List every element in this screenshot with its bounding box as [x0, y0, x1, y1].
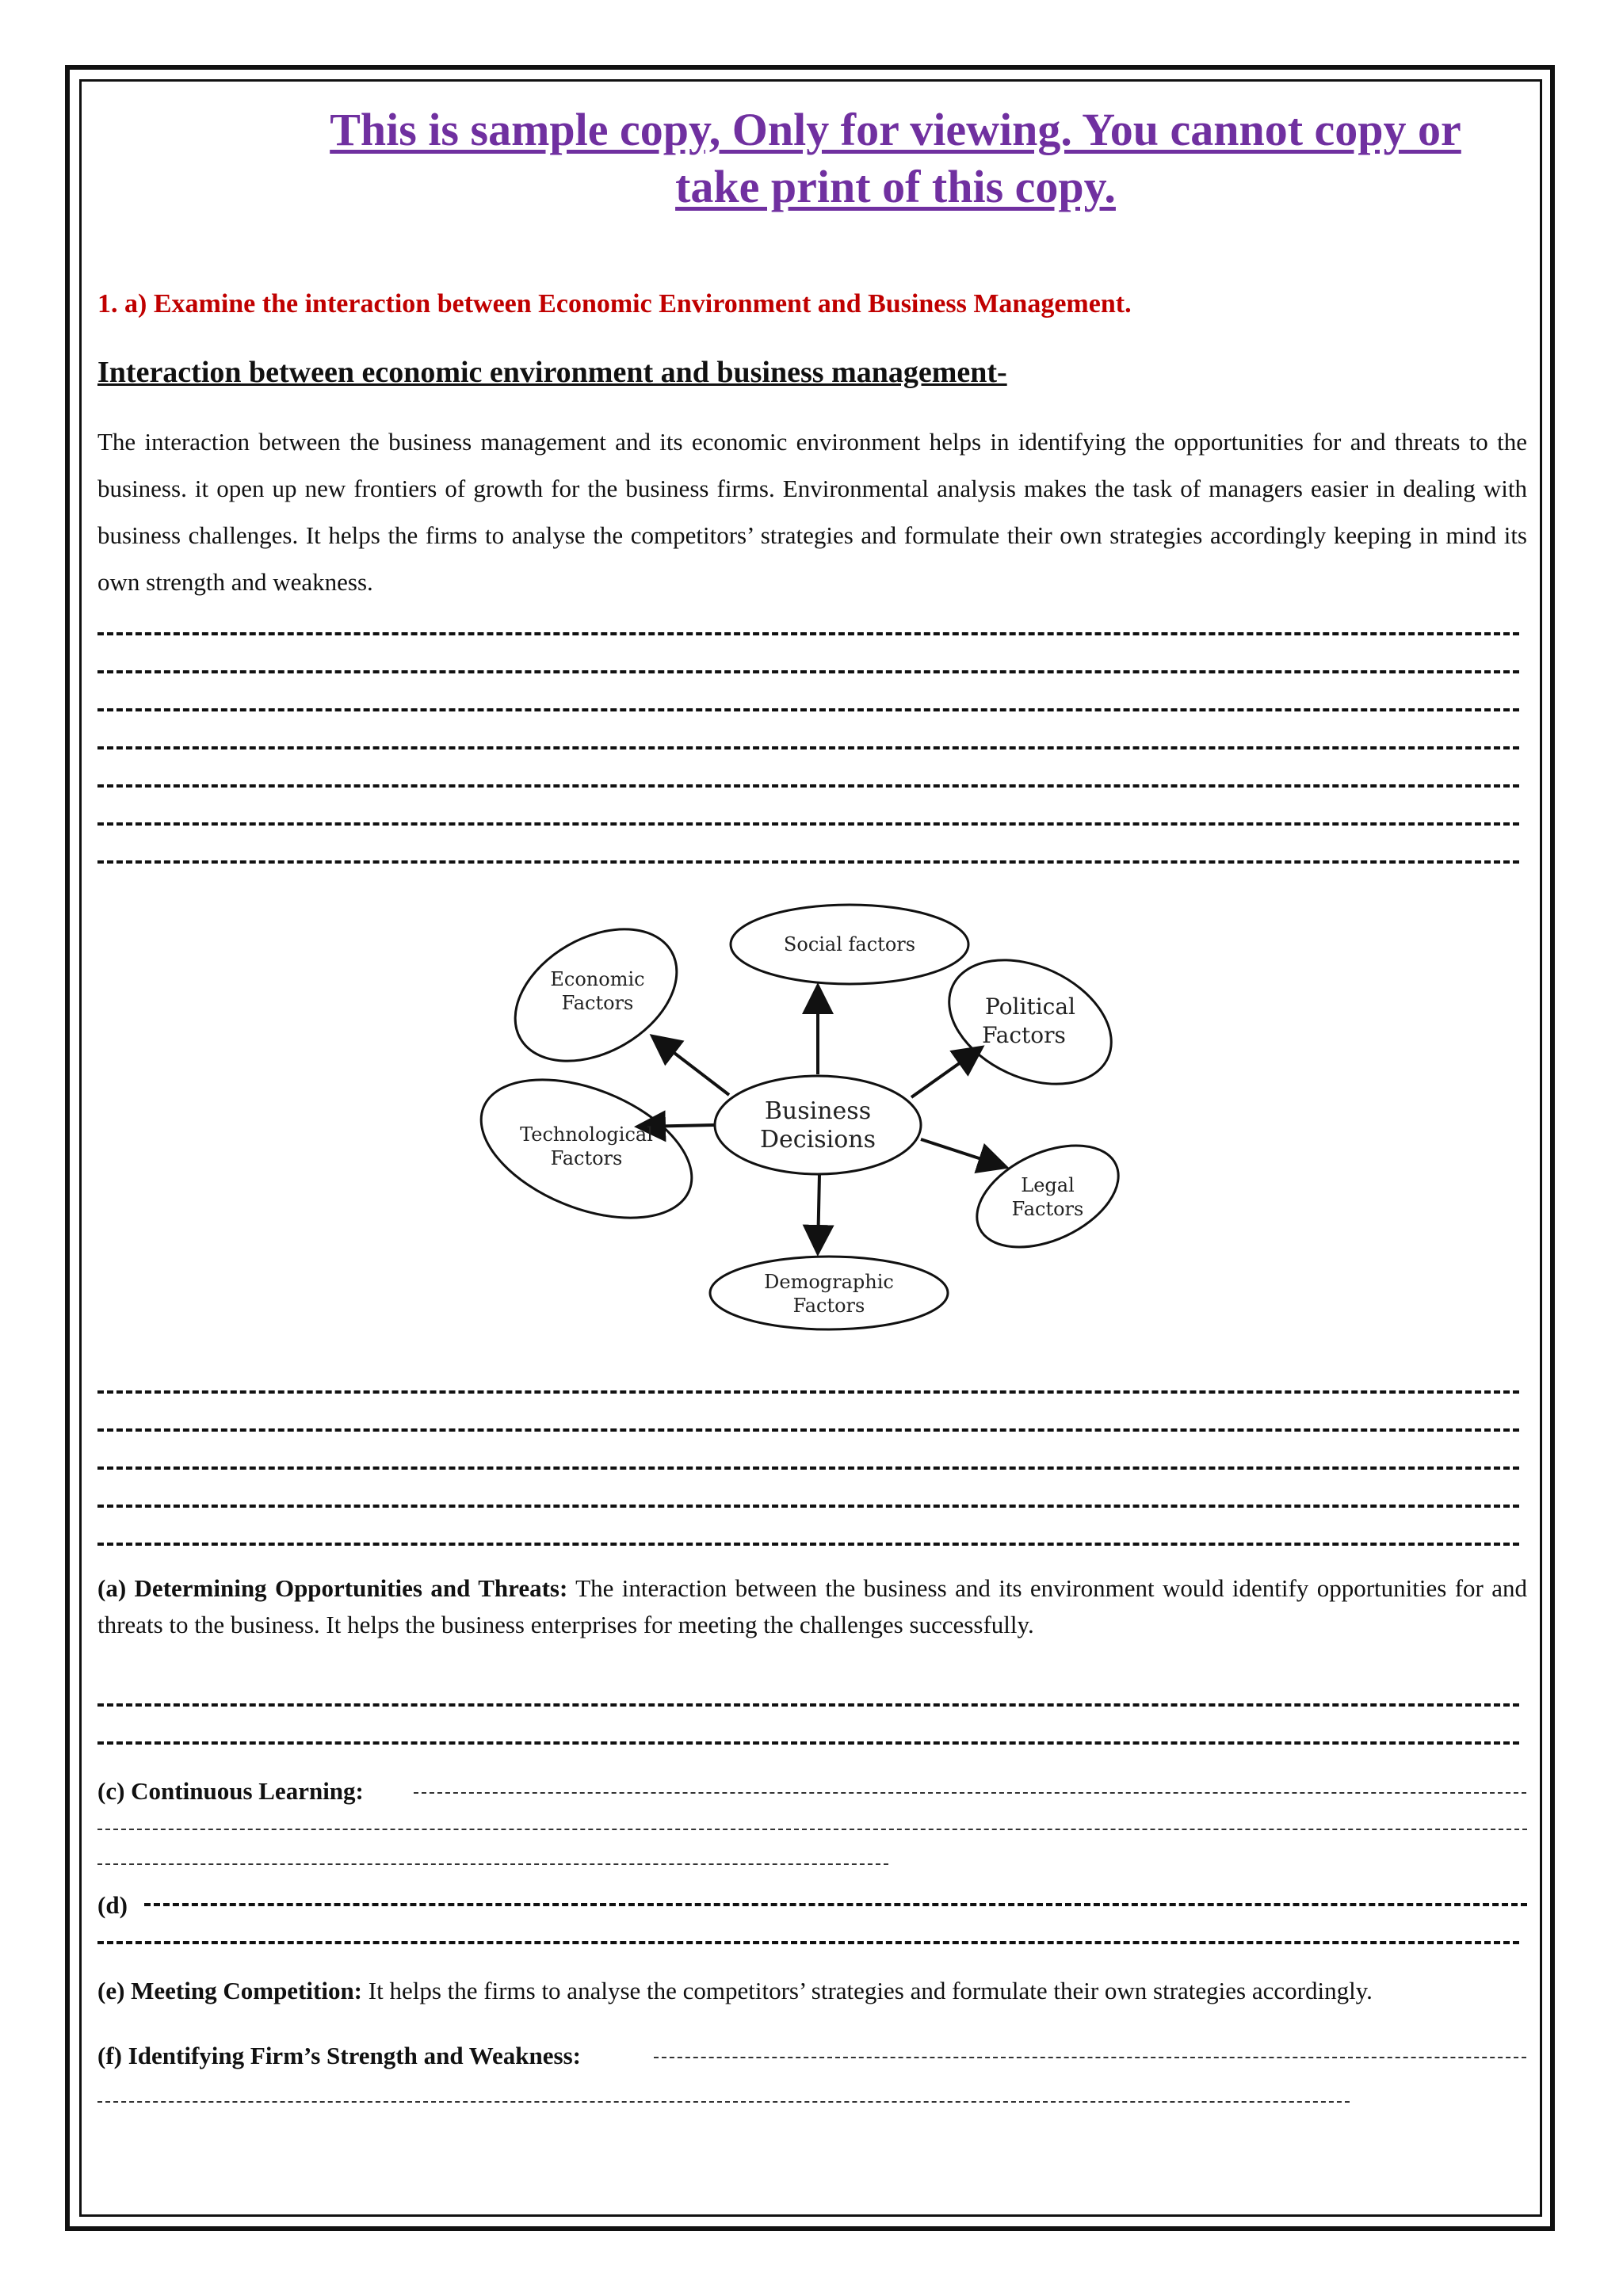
- item-a-label: (a) Determining Opportunities and Threats:: [97, 1574, 568, 1602]
- demographic-label-1: Demographic: [764, 1271, 894, 1293]
- answer-lines-block-3: [97, 1686, 1519, 1762]
- answer-line: [97, 1924, 1519, 1962]
- item-f-label: (f) Identifying Firm’s Strength and Weakness:: [97, 2042, 581, 2069]
- technological-label-1: Technological: [520, 1123, 653, 1146]
- economic-label-1: Economic: [550, 968, 645, 990]
- item-e: [97, 1973, 1527, 2009]
- item-c: [97, 1773, 1527, 1810]
- legal-label-1: Legal: [1021, 1174, 1075, 1196]
- technological-label-2: Factors: [550, 1147, 623, 1169]
- item-f-fill-line: [654, 2057, 1526, 2058]
- item-f: [97, 2038, 1527, 2074]
- answer-lines-block-1: [97, 615, 1519, 881]
- item-c-fill-line: [414, 1792, 1526, 1794]
- answer-line: [97, 1686, 1519, 1724]
- item-a-text: The interaction between the business and its environment would identify opportunities for and threats to the business. It helps the business enterprises for meeting the challenges successfully.: [97, 1574, 1528, 1638]
- arrow-to-political: [911, 1049, 980, 1097]
- answer-line: [97, 615, 1519, 653]
- answer-lines-block-5: [97, 1924, 1519, 1962]
- center-label-2: Decisions: [760, 1126, 876, 1154]
- social-label: Social factors: [783, 933, 916, 955]
- answer-lines-block-4: [144, 1886, 1527, 1924]
- political-label-1: Political: [984, 994, 1076, 1020]
- answer-line: [97, 805, 1519, 843]
- legal-label-2: Factors: [1011, 1198, 1084, 1220]
- demographic-factors-node: [710, 1257, 948, 1329]
- answer-line: [97, 1373, 1519, 1411]
- arrow-to-legal: [921, 1139, 1003, 1166]
- item-c-label: (c) Continuous Learning:: [97, 1777, 364, 1805]
- item-f-fill-line: [97, 2101, 1350, 2103]
- answer-line: [97, 1449, 1519, 1487]
- section-heading: Interaction between economic environment and business management-: [97, 356, 1007, 389]
- answer-line: [97, 1487, 1519, 1525]
- answer-line: [97, 1411, 1519, 1449]
- answer-line: [97, 1525, 1519, 1563]
- business-environment-diagram: [468, 887, 1149, 1331]
- answer-line: [97, 1724, 1519, 1762]
- item-a: [97, 1570, 1527, 1643]
- item-c-fill-line: [97, 1829, 1527, 1830]
- notice-line-2: take print of this copy.: [675, 161, 1116, 212]
- business-decisions-node: [715, 1076, 921, 1174]
- political-label-2: Factors: [982, 1022, 1066, 1048]
- question-title: 1. a) Examine the interaction between Economic Environment and Business Management.: [97, 289, 1132, 318]
- demographic-label-2: Factors: [792, 1295, 865, 1317]
- sample-copy-notice: [262, 101, 1529, 215]
- answer-line: [97, 729, 1519, 767]
- item-e-text: It helps the firms to analyse the competitors’ strategies and formulate their own strategies accordingly.: [362, 1977, 1373, 2004]
- economic-label-2: Factors: [561, 992, 634, 1014]
- answer-line: [97, 843, 1519, 881]
- center-label-1: Business: [764, 1097, 872, 1125]
- item-c-fill-line: [97, 1863, 888, 1865]
- answer-line: [144, 1886, 1527, 1924]
- answer-line: [97, 653, 1519, 691]
- item-e-label: (e) Meeting Competition:: [97, 1977, 363, 2004]
- intro-paragraph: The interaction between the business management and its economic environment helps in identifying the opportunities for and threats to the business. it open up new frontiers of growth for the business firms. Environmental analysis makes the task of managers easier in dealing with business challenges. It helps the firms to analyse the competitors’ strategies and formulate their own strategies accordingly keeping in mind its own strength and weakness.: [97, 428, 1527, 596]
- item-d-label: (d): [97, 1891, 128, 1919]
- notice-line-1: This is sample copy, Only for viewing. You cannot copy or: [330, 104, 1461, 155]
- answer-line: [97, 691, 1519, 729]
- answer-lines-block-2: [97, 1373, 1519, 1563]
- answer-line: [97, 767, 1519, 805]
- arrow-to-demographic: [818, 1174, 819, 1250]
- legal-factors-node: [961, 1125, 1135, 1268]
- arrow-to-economic: [655, 1038, 729, 1095]
